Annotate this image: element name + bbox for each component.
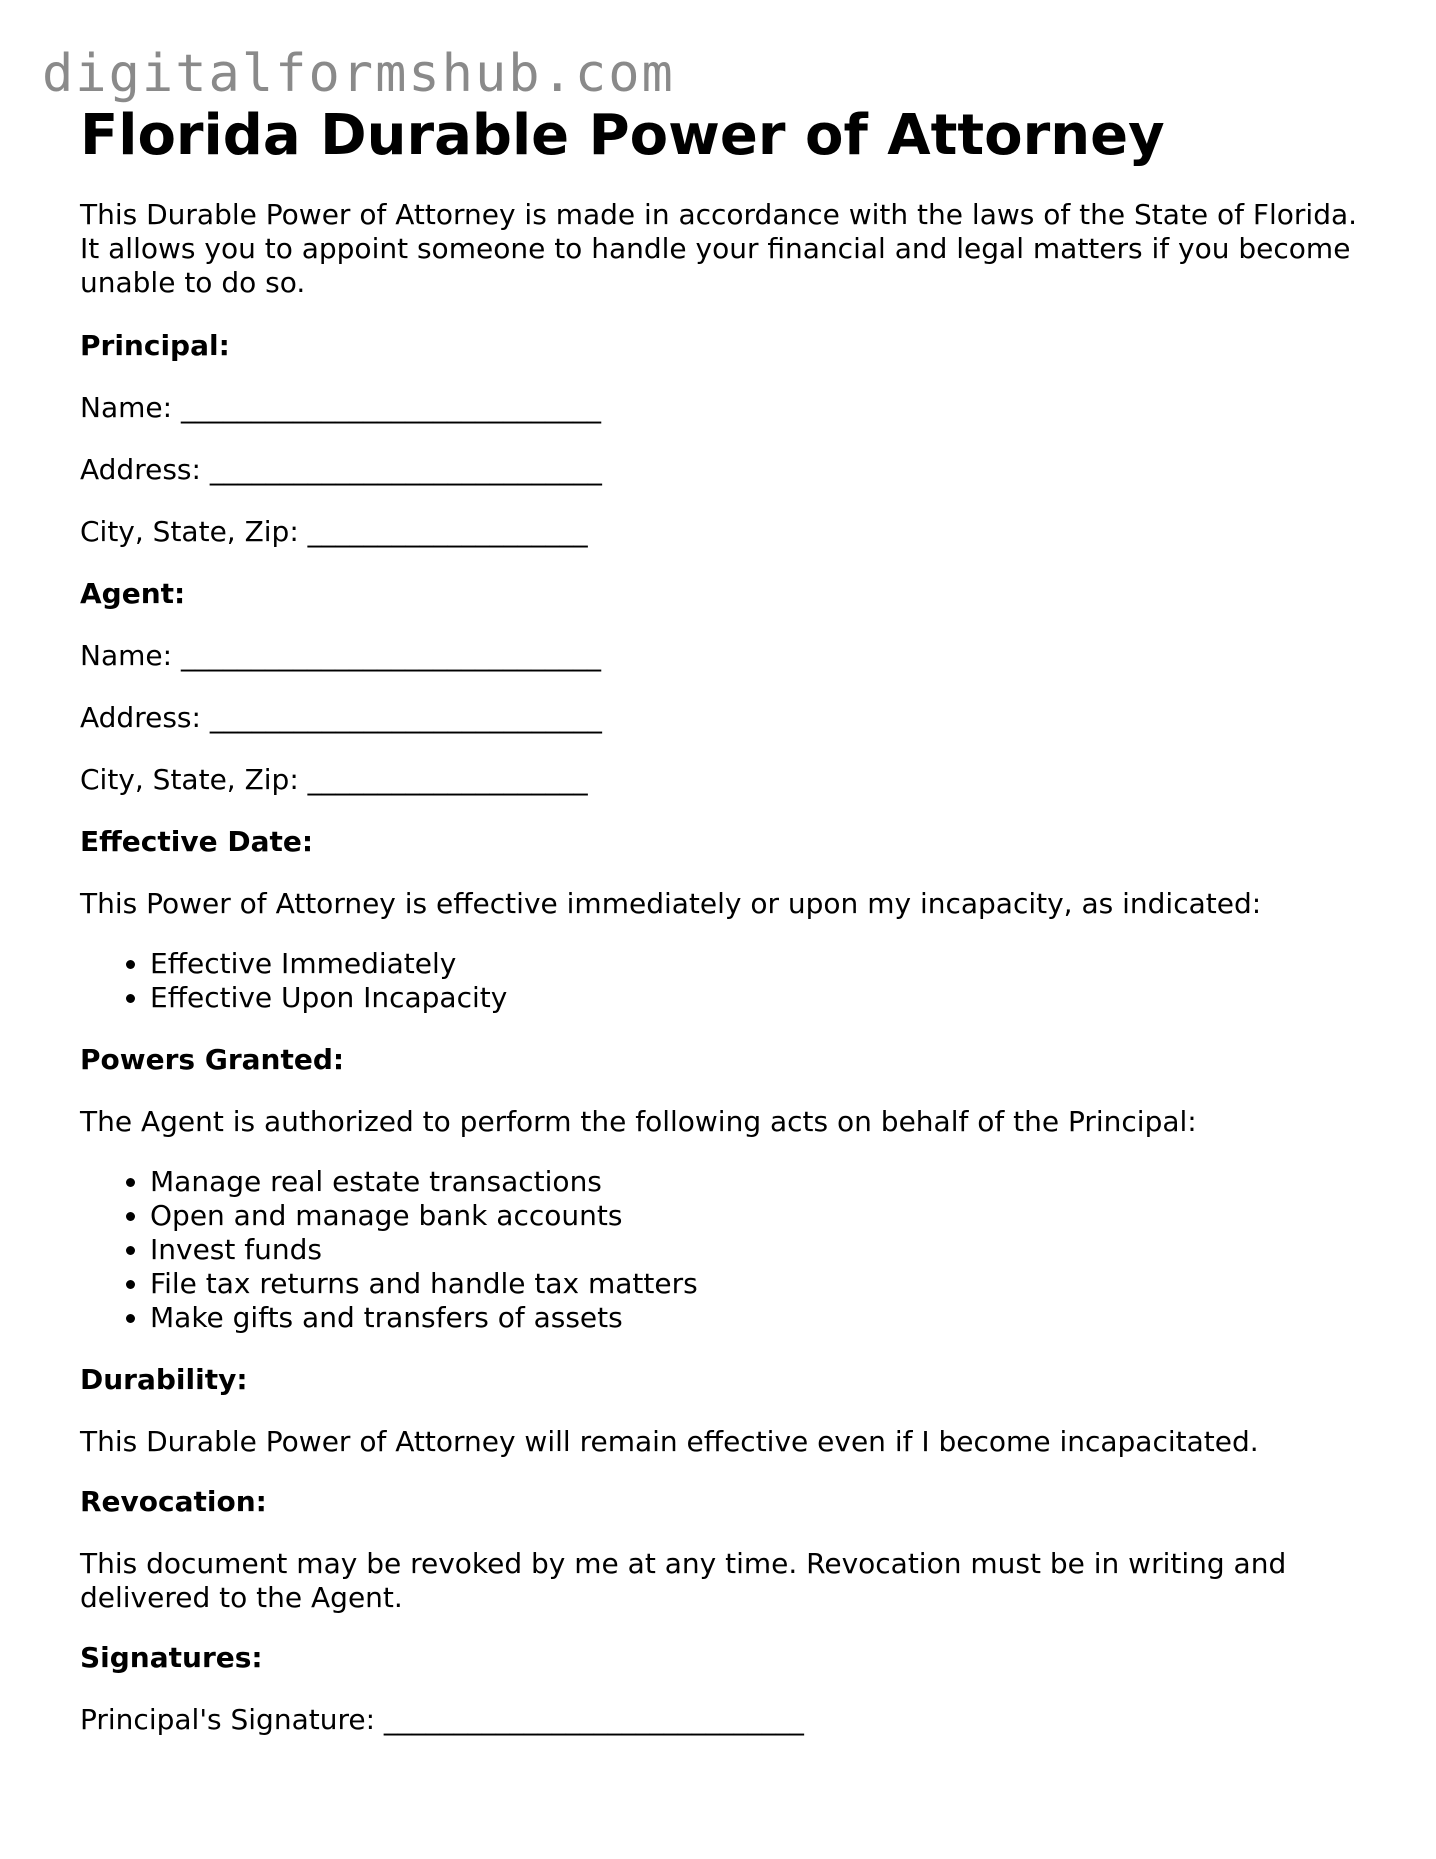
list-item: • Open and manage bank accounts [150, 1199, 1370, 1233]
list-item: • Effective Upon Incapacity [150, 981, 1370, 1015]
page-title: Florida Durable Power of Attorney [80, 103, 1165, 168]
signatures-heading: Signatures: [80, 1641, 263, 1674]
durability-text: This Durable Power of Attorney will remain effective even if I become incapacitated. [80, 1425, 1259, 1458]
principal-address-field[interactable]: Address: ____________________________ [80, 453, 602, 486]
list-item: • Manage real estate transactions [150, 1165, 1370, 1199]
revocation-text: This document may be revoked by me at any time. Revocation must be in writing and delivered to the Agent. [80, 1547, 1287, 1614]
list-item: • File tax returns and handle tax matters [150, 1267, 1370, 1301]
powers-granted-text: The Agent is authorized to perform the following acts on behalf of the Principal: [80, 1105, 1197, 1138]
effective-options-list [80, 947, 1370, 1015]
list-item: • Invest funds [150, 1233, 1370, 1267]
agent-address-field[interactable]: Address: ____________________________ [80, 701, 602, 734]
list-item: • Effective Immediately [150, 947, 1370, 981]
principal-name-field[interactable]: Name: ______________________________ [80, 391, 601, 424]
list-item: • Make gifts and transfers of assets [150, 1301, 1370, 1335]
agent-name-field[interactable]: Name: ______________________________ [80, 639, 601, 672]
principal-city-field[interactable]: City, State, Zip: ____________________ [80, 515, 588, 548]
agent-city-field[interactable]: City, State, Zip: ____________________ [80, 763, 588, 796]
effective-date-heading: Effective Date: [80, 825, 314, 858]
agent-heading: Agent: [80, 577, 186, 610]
powers-list [80, 1165, 1370, 1335]
principal-signature-field[interactable]: Principal's Signature: ______________________________ [80, 1703, 804, 1736]
revocation-heading: Revocation: [80, 1485, 267, 1518]
intro-paragraph: This Durable Power of Attorney is made in accordance with the laws of the State of Florida. It allows you to appoint someone to handle your financial and legal matters if you become unable to do so. [80, 198, 1358, 299]
document-page [80, 100, 1370, 1765]
principal-heading: Principal: [80, 329, 230, 362]
powers-granted-heading: Powers Granted: [80, 1043, 345, 1076]
watermark: digitalformshub.com [42, 44, 675, 104]
effective-date-text: This Power of Attorney is effective immediately or upon my incapacity, as indicated: [80, 887, 1262, 920]
durability-heading: Durability: [80, 1363, 248, 1396]
